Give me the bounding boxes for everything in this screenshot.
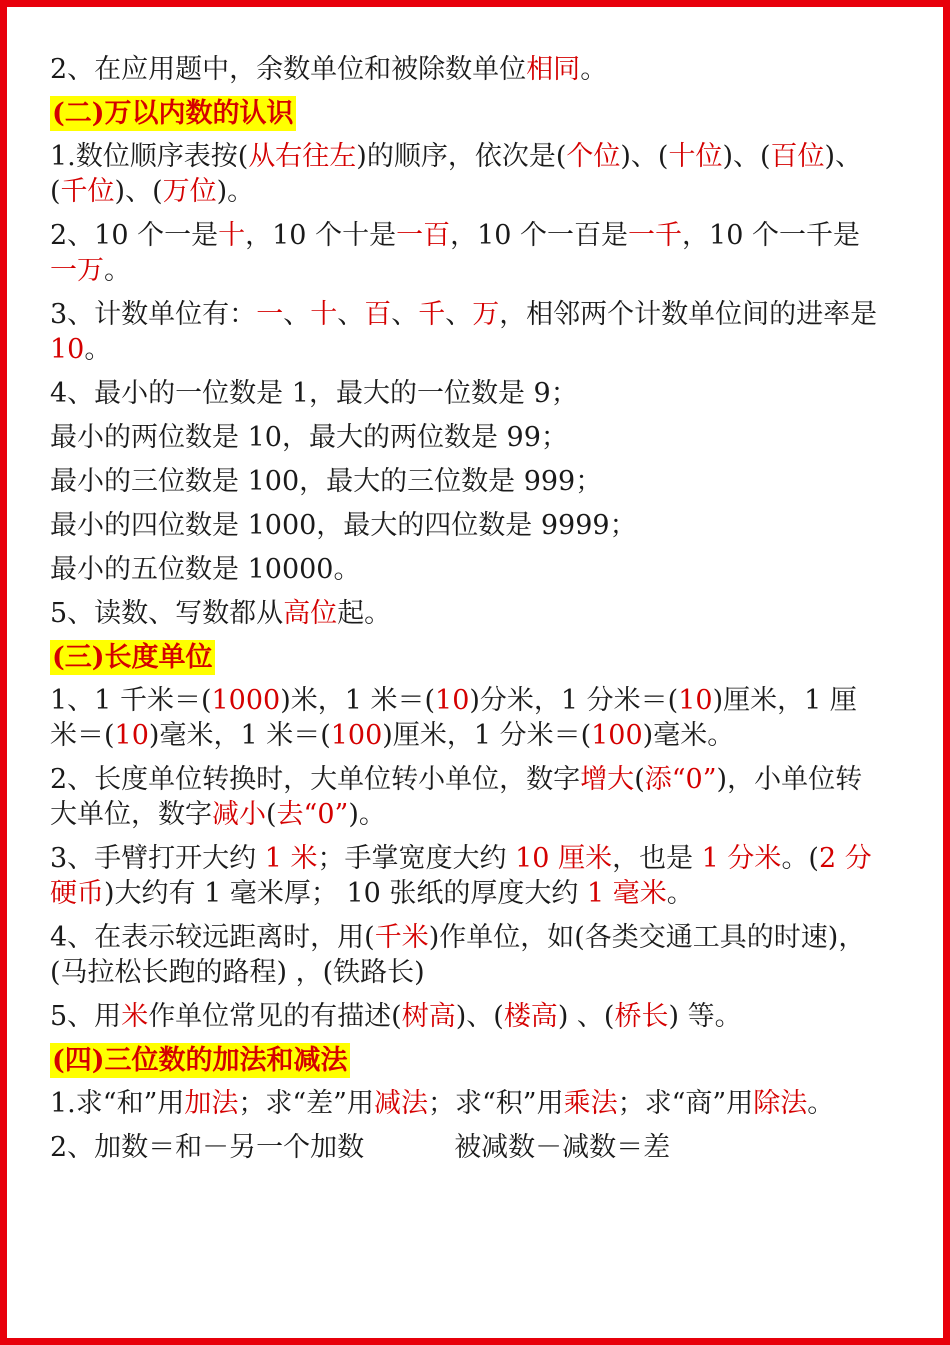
text-run: )作单位，如(各类交通工具的时速)，(马拉松长跑的路程) ，(铁路长) xyxy=(50,922,866,988)
highlighted-term: 百 xyxy=(364,299,392,330)
highlighted-term: 十 xyxy=(218,220,246,251)
text-run: 最小的四位数是 1000，最大的四位数是 9999； xyxy=(50,510,637,541)
text-run: )、( xyxy=(50,141,863,207)
paragraph-line xyxy=(50,841,880,911)
text-run: 起。 xyxy=(337,598,392,629)
text-run: )、( xyxy=(722,141,771,172)
highlighted-term: 10 xyxy=(114,720,149,751)
section-heading-label: (三)长度单位 xyxy=(52,642,213,673)
text-run: )、( xyxy=(455,1001,504,1032)
text-run: 。 xyxy=(580,54,608,85)
text-run: ，10 个一千是 xyxy=(682,220,860,251)
text-run: 、 xyxy=(283,299,311,330)
highlighted-term: 2 分硬币 xyxy=(50,843,872,909)
highlighted-term: 从右往左 xyxy=(248,141,357,172)
highlighted-term: 桥长 xyxy=(614,1001,669,1032)
text-run: 最小的五位数是 10000。 xyxy=(50,554,361,585)
text-run: 2、长度单位转换时，大单位转小单位，数字 xyxy=(50,764,581,795)
highlighted-term: 1 毫米 xyxy=(586,878,667,909)
document-body xyxy=(50,52,880,1174)
highlighted-term: 百位 xyxy=(770,141,825,172)
text-run: 1.数位顺序表按( xyxy=(50,141,249,172)
highlighted-term: 减法 xyxy=(373,1088,428,1119)
text-run: )米，1 米＝( xyxy=(280,685,436,716)
text-run: 。 xyxy=(84,334,112,365)
text-run: 4、在表示较远距离时，用( xyxy=(50,922,375,953)
text-run: )。 xyxy=(216,176,255,207)
text-run: 2、加数＝和－另一个加数 xyxy=(50,1132,365,1163)
paragraph-line xyxy=(50,139,880,209)
highlighted-term: 减小 xyxy=(212,799,266,830)
highlighted-term: 万 xyxy=(472,299,500,330)
text-run: 5、读数、写数都从 xyxy=(50,598,284,629)
text-run: 被减数－减数＝差 xyxy=(454,1132,671,1163)
paragraph-line xyxy=(50,683,880,753)
highlighted-term: 十 xyxy=(310,299,338,330)
text-run: ( xyxy=(266,799,277,830)
paragraph-line xyxy=(50,218,880,288)
paragraph-line xyxy=(50,1086,880,1121)
paragraph-line xyxy=(50,420,880,455)
section-heading-label: (二)万以内数的认识 xyxy=(52,98,294,129)
paragraph-line xyxy=(50,1130,880,1165)
section-heading xyxy=(50,96,880,131)
text-run: )、( xyxy=(620,141,669,172)
highlighted-term: 增大 xyxy=(580,764,635,795)
highlighted-term: 高位 xyxy=(283,598,338,629)
text-run: 、 xyxy=(337,299,365,330)
paragraph-line xyxy=(50,596,880,631)
text-run: 作单位常见的有描述( xyxy=(148,1001,402,1032)
highlighted-term: 树高 xyxy=(401,1001,456,1032)
text-run: 、 xyxy=(445,299,473,330)
text-run: 1、1 千米＝( xyxy=(50,685,212,716)
highlighted-term: 10 xyxy=(50,334,85,365)
text-run: ) 、( xyxy=(557,1001,615,1032)
highlighted-term: 万位 xyxy=(162,176,217,207)
highlighted-term: 千 xyxy=(418,299,446,330)
highlighted-term: 10 厘米 xyxy=(515,843,613,874)
text-run: 。( xyxy=(781,843,819,874)
highlighted-term: 10 xyxy=(435,685,470,716)
text-run: ，10 个一百是 xyxy=(450,220,629,251)
highlighted-term: 相同 xyxy=(526,54,581,85)
highlighted-term: 添“0” xyxy=(644,764,717,795)
text-run: 。 xyxy=(104,255,131,286)
text-run: )的顺序，依次是( xyxy=(356,141,567,172)
highlighted-term: 千位 xyxy=(60,176,115,207)
paragraph-line xyxy=(50,297,880,367)
paragraph-line xyxy=(50,762,880,832)
highlighted-term: 乘法 xyxy=(563,1088,618,1119)
text-run: ，相邻两个计数单位间的进率是 xyxy=(499,299,878,330)
highlighted-term: 1000 xyxy=(211,685,281,716)
section-heading-label: (四)三位数的加法和减法 xyxy=(52,1045,348,1076)
text-run: 3、手臂打开大约 xyxy=(50,843,265,874)
highlighted-term: 一 xyxy=(256,299,284,330)
text-run: )厘米，1 厘米＝( xyxy=(50,685,857,751)
text-run: 最小的两位数是 10，最大的两位数是 99； xyxy=(50,422,568,453)
text-run: 2、在应用题中，余数单位和被除数单位 xyxy=(50,54,527,85)
text-run: )、( xyxy=(114,176,163,207)
highlighted-term: 100 xyxy=(591,720,643,751)
text-run: )。 xyxy=(348,799,386,830)
paragraph-line xyxy=(50,920,880,990)
highlighted-term: 楼高 xyxy=(503,1001,558,1032)
text-run: ；求“积”用 xyxy=(427,1088,564,1119)
text-run: )毫米。 xyxy=(642,720,735,751)
text-run: ；手掌宽度大约 xyxy=(317,843,516,874)
text-run: ；求“差”用 xyxy=(238,1088,374,1119)
highlighted-term: 千米 xyxy=(374,922,429,953)
text-run: ，也是 xyxy=(612,843,702,874)
text-run: 3、计数单位有： xyxy=(50,299,257,330)
paragraph-line xyxy=(50,552,880,587)
text-run: )，小单位转大单位，数字 xyxy=(50,764,863,830)
text-run: ( xyxy=(634,764,645,795)
text-run: 1.求“和”用 xyxy=(50,1088,185,1119)
text-run: 最小的三位数是 100，最大的三位数是 999； xyxy=(50,466,603,497)
highlighted-term: 米 xyxy=(121,1001,149,1032)
text-run: 。 xyxy=(807,1088,835,1119)
text-run: 。 xyxy=(666,878,694,909)
text-run: ) 等。 xyxy=(668,1001,742,1032)
paragraph-line xyxy=(50,999,880,1034)
text-run: )分米，1 分米＝( xyxy=(469,685,679,716)
section-heading xyxy=(50,1043,880,1078)
highlighted-term: 100 xyxy=(330,720,383,751)
highlighted-term: 1 米 xyxy=(264,843,318,874)
text-run: 5、用 xyxy=(50,1001,122,1032)
paragraph-line xyxy=(50,52,880,87)
highlighted-term: 除法 xyxy=(753,1088,808,1119)
highlighted-term: 加法 xyxy=(184,1088,239,1119)
text-run: )厘米，1 分米＝( xyxy=(382,720,592,751)
highlighted-term: 去“0” xyxy=(276,799,349,830)
text-run: ，10 个十是 xyxy=(245,220,397,251)
paragraph-line xyxy=(50,508,880,543)
paragraph-line xyxy=(50,464,880,499)
highlighted-term: 十位 xyxy=(668,141,723,172)
text-run: )毫米，1 米＝( xyxy=(148,720,331,751)
highlighted-term: 一万 xyxy=(50,255,104,286)
highlighted-term: 个位 xyxy=(566,141,621,172)
text-run: ；求“商”用 xyxy=(617,1088,754,1119)
highlighted-term: 1 分米 xyxy=(701,843,782,874)
text-run: 2、10 个一是 xyxy=(50,220,219,251)
paragraph-line xyxy=(50,376,880,411)
highlighted-term: 一百 xyxy=(396,220,451,251)
text-run: 、 xyxy=(391,299,419,330)
highlighted-term: 10 xyxy=(678,685,713,716)
text-run: )大约有 1 毫米厚； 10 张纸的厚度大约 xyxy=(104,878,587,909)
highlighted-term: 一千 xyxy=(628,220,683,251)
section-heading xyxy=(50,640,880,675)
text-run: 4、最小的一位数是 1，最大的一位数是 9； xyxy=(50,378,578,409)
